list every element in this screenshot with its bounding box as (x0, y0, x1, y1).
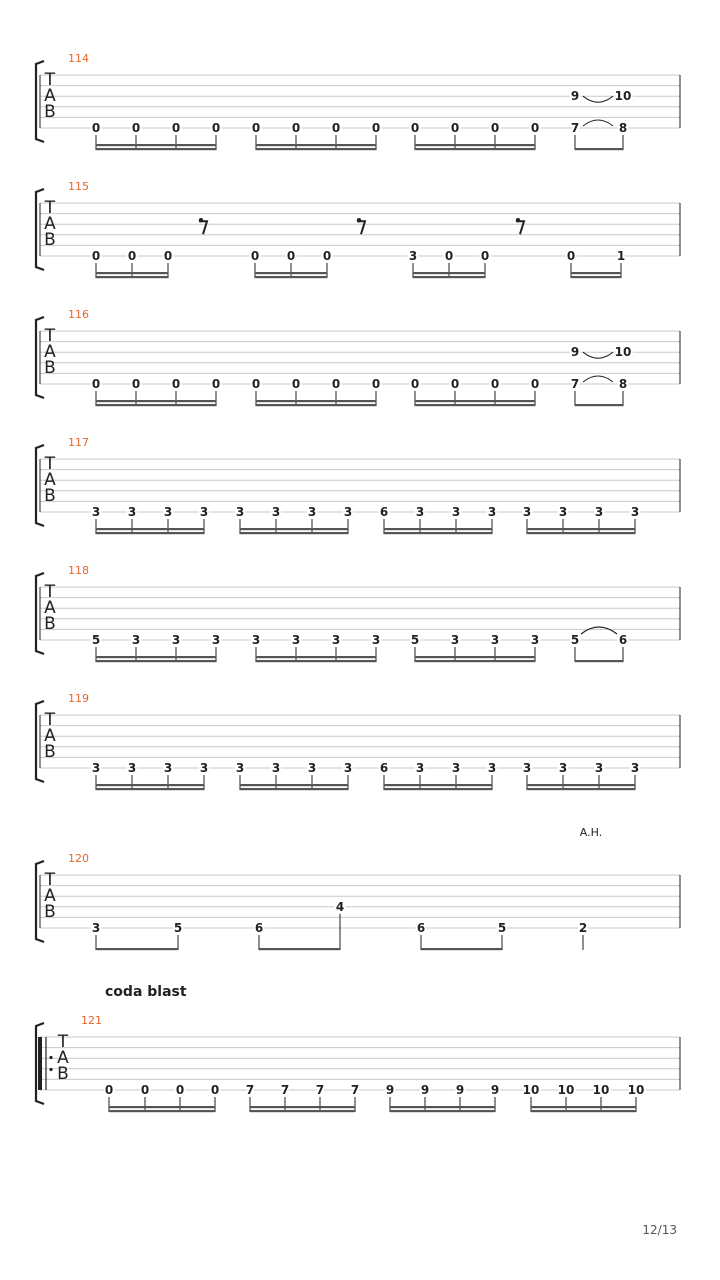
fret-number: 0 (211, 121, 221, 135)
measure-number: 116 (68, 308, 89, 321)
fret-number: 0 (131, 377, 141, 391)
fret-number: 3 (630, 761, 640, 775)
tab-clef-letter: T (44, 70, 56, 90)
fret-number: 3 (131, 633, 141, 647)
note-beam (96, 660, 216, 662)
fret-number: 9 (420, 1083, 430, 1097)
fret-number: 3 (487, 761, 497, 775)
fret-number: 4 (335, 899, 345, 914)
fret-number: 3 (199, 761, 209, 775)
note-beam (415, 148, 535, 150)
fret-number: 9 (570, 89, 580, 104)
fret-number: 0 (371, 377, 381, 391)
fret-number: 10 (522, 1083, 540, 1097)
note-beam (527, 532, 635, 534)
fret-number: 0 (371, 121, 381, 135)
fret-number: 0 (104, 1083, 114, 1097)
tab-system (36, 564, 680, 662)
note-beam (96, 528, 204, 530)
fret-number: 0 (410, 121, 420, 135)
fret-number: 3 (307, 761, 317, 775)
note-beam (384, 532, 492, 534)
fret-number: 3 (522, 505, 532, 519)
slide-curve (583, 120, 613, 126)
note-beam (415, 660, 535, 662)
tie-arc (581, 627, 617, 634)
fret-number: 6 (416, 921, 426, 935)
fret-number: 0 (140, 1083, 150, 1097)
fret-number: 0 (566, 249, 576, 263)
note-beam (575, 404, 623, 406)
tab-clef-letter: T (44, 326, 56, 346)
fret-number: 0 (91, 249, 101, 263)
tab-system (36, 180, 680, 278)
note-beam (575, 148, 623, 150)
fret-number: 3 (91, 921, 101, 935)
note-beam (256, 404, 376, 406)
note-beam (96, 400, 216, 402)
note-beam (390, 1110, 495, 1112)
eighth-rest (357, 221, 365, 234)
fret-number: 6 (618, 633, 628, 647)
slide-curve (583, 376, 613, 382)
tab-clef-letter: A (44, 86, 56, 106)
note-beam (250, 1106, 355, 1108)
note-beam (256, 400, 376, 402)
note-beam (415, 404, 535, 406)
note-beam (240, 532, 348, 534)
fret-number: 0 (291, 377, 301, 391)
eighth-rest-dot (199, 218, 203, 222)
fret-number: 5 (173, 921, 183, 935)
tab-system (36, 308, 680, 406)
measure-number: 121 (81, 1014, 102, 1027)
fret-number: 0 (211, 377, 221, 391)
note-beam (527, 788, 635, 790)
fret-number: 3 (91, 505, 101, 519)
fret-number: 9 (570, 345, 580, 360)
note-beam (531, 1106, 636, 1108)
fret-number: 7 (570, 377, 580, 391)
fret-number: 3 (594, 761, 604, 775)
fret-number: 3 (171, 633, 181, 647)
measure-number: 120 (68, 852, 89, 865)
fret-number: 3 (415, 505, 425, 519)
note-beam (384, 788, 492, 790)
note-beam (413, 276, 485, 278)
fret-number: 7 (315, 1083, 325, 1097)
fret-number: 3 (558, 505, 568, 519)
slide-curve (583, 352, 613, 358)
fret-number: 3 (163, 505, 173, 519)
tab-clef-letter: T (44, 582, 56, 602)
note-beam (109, 1106, 215, 1108)
fret-number: 3 (415, 761, 425, 775)
note-beam (415, 400, 535, 402)
note-beam (240, 528, 348, 530)
note-beam (96, 276, 168, 278)
page-number: 12/13 (642, 1223, 677, 1237)
note-beam (413, 272, 485, 274)
note-beam (255, 276, 327, 278)
fret-number: 3 (211, 633, 221, 647)
slide-curve (583, 96, 613, 102)
section-label: coda blast (105, 984, 187, 1000)
fret-number: 3 (331, 633, 341, 647)
fret-number: 0 (251, 377, 261, 391)
fret-number: 5 (410, 633, 420, 647)
eighth-rest (199, 221, 207, 234)
fret-number: 0 (286, 249, 296, 263)
fret-number: 0 (490, 121, 500, 135)
fret-number: 0 (175, 1083, 185, 1097)
tab-clef-letter: T (44, 710, 56, 730)
fret-number: 0 (530, 121, 540, 135)
note-beam (96, 404, 216, 406)
fret-number: 3 (291, 633, 301, 647)
fret-number: 5 (91, 633, 101, 647)
fret-number: 10 (614, 89, 632, 104)
fret-number: 1 (616, 249, 626, 263)
tab-clef-letter: A (44, 886, 56, 906)
fret-number: 3 (199, 505, 209, 519)
tab-system (36, 692, 680, 790)
note-beam (256, 656, 376, 658)
note-beam (109, 1110, 215, 1112)
note-beam (527, 528, 635, 530)
tab-system (36, 826, 680, 950)
fret-number: 3 (163, 761, 173, 775)
fret-number: 3 (371, 633, 381, 647)
fret-number: 3 (343, 761, 353, 775)
repeat-dot (49, 1068, 52, 1071)
tab-clef-letter: A (44, 214, 56, 234)
note-beam (96, 788, 204, 790)
tab-system (36, 436, 680, 534)
note-beam (255, 272, 327, 274)
tab-clef-letter: B (44, 230, 56, 250)
measure-number: 119 (68, 692, 89, 705)
fret-number: 0 (91, 121, 101, 135)
fret-number: 3 (127, 761, 137, 775)
fret-number: 5 (497, 921, 507, 935)
fret-number: 3 (451, 761, 461, 775)
tab-clef-letter: B (44, 358, 56, 378)
tab-clef-letter: T (44, 870, 56, 890)
note-beam (575, 660, 623, 662)
fret-number: 9 (490, 1083, 500, 1097)
note-beam (96, 272, 168, 274)
fret-number: 3 (594, 505, 604, 519)
fret-number: 0 (331, 377, 341, 391)
fret-number: 0 (210, 1083, 220, 1097)
tab-system (36, 984, 680, 1112)
fret-number: 10 (592, 1083, 610, 1097)
note-beam (96, 148, 216, 150)
tab-clef-letter: A (44, 598, 56, 618)
note-beam (415, 656, 535, 658)
note-beam (96, 656, 216, 658)
tab-clef-letter: B (44, 902, 56, 922)
fret-number: 3 (408, 249, 418, 263)
tab-system (36, 52, 680, 150)
note-beam (240, 788, 348, 790)
fret-number: 3 (451, 505, 461, 519)
fret-number: 0 (450, 377, 460, 391)
fret-number: 0 (291, 121, 301, 135)
fret-number: 10 (614, 345, 632, 360)
measure-number: 114 (68, 52, 89, 65)
repeat-dot (49, 1056, 52, 1059)
fret-number: 0 (127, 249, 137, 263)
tab-clef-letter: B (44, 614, 56, 634)
tab-clef-letter: T (44, 454, 56, 474)
tab-clef-letter: T (44, 198, 56, 218)
note-beam (531, 1110, 636, 1112)
fret-number: 0 (322, 249, 332, 263)
fret-number: 10 (557, 1083, 575, 1097)
artificial-harmonic-label: A.H. (579, 826, 603, 839)
fret-number: 3 (530, 633, 540, 647)
tab-clef-letter: B (44, 486, 56, 506)
tab-clef-letter: T (57, 1032, 69, 1052)
fret-number: 3 (235, 761, 245, 775)
measure-number: 117 (68, 436, 89, 449)
note-beam (96, 948, 178, 950)
fret-number: 3 (271, 505, 281, 519)
fret-number: 3 (127, 505, 137, 519)
fret-number: 7 (280, 1083, 290, 1097)
fret-number: 6 (379, 761, 389, 775)
fret-number: 3 (450, 633, 460, 647)
fret-number: 0 (530, 377, 540, 391)
fret-number: 0 (131, 121, 141, 135)
fret-number: 3 (91, 761, 101, 775)
note-beam (256, 144, 376, 146)
tab-clef-letter: A (57, 1048, 69, 1068)
fret-number: 7 (570, 121, 580, 135)
note-beam (527, 784, 635, 786)
note-beam (421, 948, 502, 950)
fret-number: 8 (618, 121, 628, 135)
fret-number: 3 (522, 761, 532, 775)
fret-number: 0 (490, 377, 500, 391)
tab-clef-letter: A (44, 470, 56, 490)
note-beam (240, 784, 348, 786)
note-beam (256, 148, 376, 150)
fret-number: 3 (343, 505, 353, 519)
fret-number: 0 (444, 249, 454, 263)
eighth-rest-dot (516, 218, 520, 222)
tab-clef-letter: B (44, 102, 56, 122)
note-beam (96, 532, 204, 534)
measure-number: 118 (68, 564, 89, 577)
fret-number: 6 (379, 505, 389, 519)
fret-number: 7 (350, 1083, 360, 1097)
fret-number: 0 (410, 377, 420, 391)
note-beam (571, 276, 621, 278)
fret-number: 9 (385, 1083, 395, 1097)
tab-clef-letter: A (44, 726, 56, 746)
eighth-rest-dot (357, 218, 361, 222)
fret-number: 0 (331, 121, 341, 135)
fret-number: 0 (480, 249, 490, 263)
fret-number: 3 (490, 633, 500, 647)
fret-number: 0 (91, 377, 101, 391)
fret-number: 9 (455, 1083, 465, 1097)
fret-number: 3 (235, 505, 245, 519)
note-beam (415, 144, 535, 146)
fret-number: 0 (171, 377, 181, 391)
fret-number: 10 (627, 1083, 645, 1097)
fret-number: 5 (570, 633, 580, 647)
repeat-thick-barline (38, 1037, 42, 1090)
fret-number: 3 (251, 633, 261, 647)
fret-number: 0 (163, 249, 173, 263)
note-beam (384, 528, 492, 530)
eighth-rest (516, 221, 524, 234)
tab-clef-letter: A (44, 342, 56, 362)
note-beam (571, 272, 621, 274)
fret-number: 6 (254, 921, 264, 935)
tab-clef-letter: B (44, 742, 56, 762)
note-beam (259, 948, 340, 950)
fret-number: 8 (618, 377, 628, 391)
fret-number: 0 (171, 121, 181, 135)
fret-number: 3 (271, 761, 281, 775)
fret-number: 3 (558, 761, 568, 775)
note-beam (96, 144, 216, 146)
tab-clef-letter: B (57, 1064, 69, 1084)
note-beam (384, 784, 492, 786)
fret-number: 0 (450, 121, 460, 135)
tab-systems (36, 52, 680, 1112)
measure-number: 115 (68, 180, 89, 193)
fret-number: 3 (307, 505, 317, 519)
fret-number: 7 (245, 1083, 255, 1097)
note-beam (96, 784, 204, 786)
fret-number: 0 (251, 121, 261, 135)
fret-number: 3 (487, 505, 497, 519)
fret-number: 2 (578, 921, 588, 935)
fret-number: 3 (630, 505, 640, 519)
note-beam (390, 1106, 495, 1108)
note-beam (256, 660, 376, 662)
note-beam (250, 1110, 355, 1112)
fret-number: 0 (250, 249, 260, 263)
